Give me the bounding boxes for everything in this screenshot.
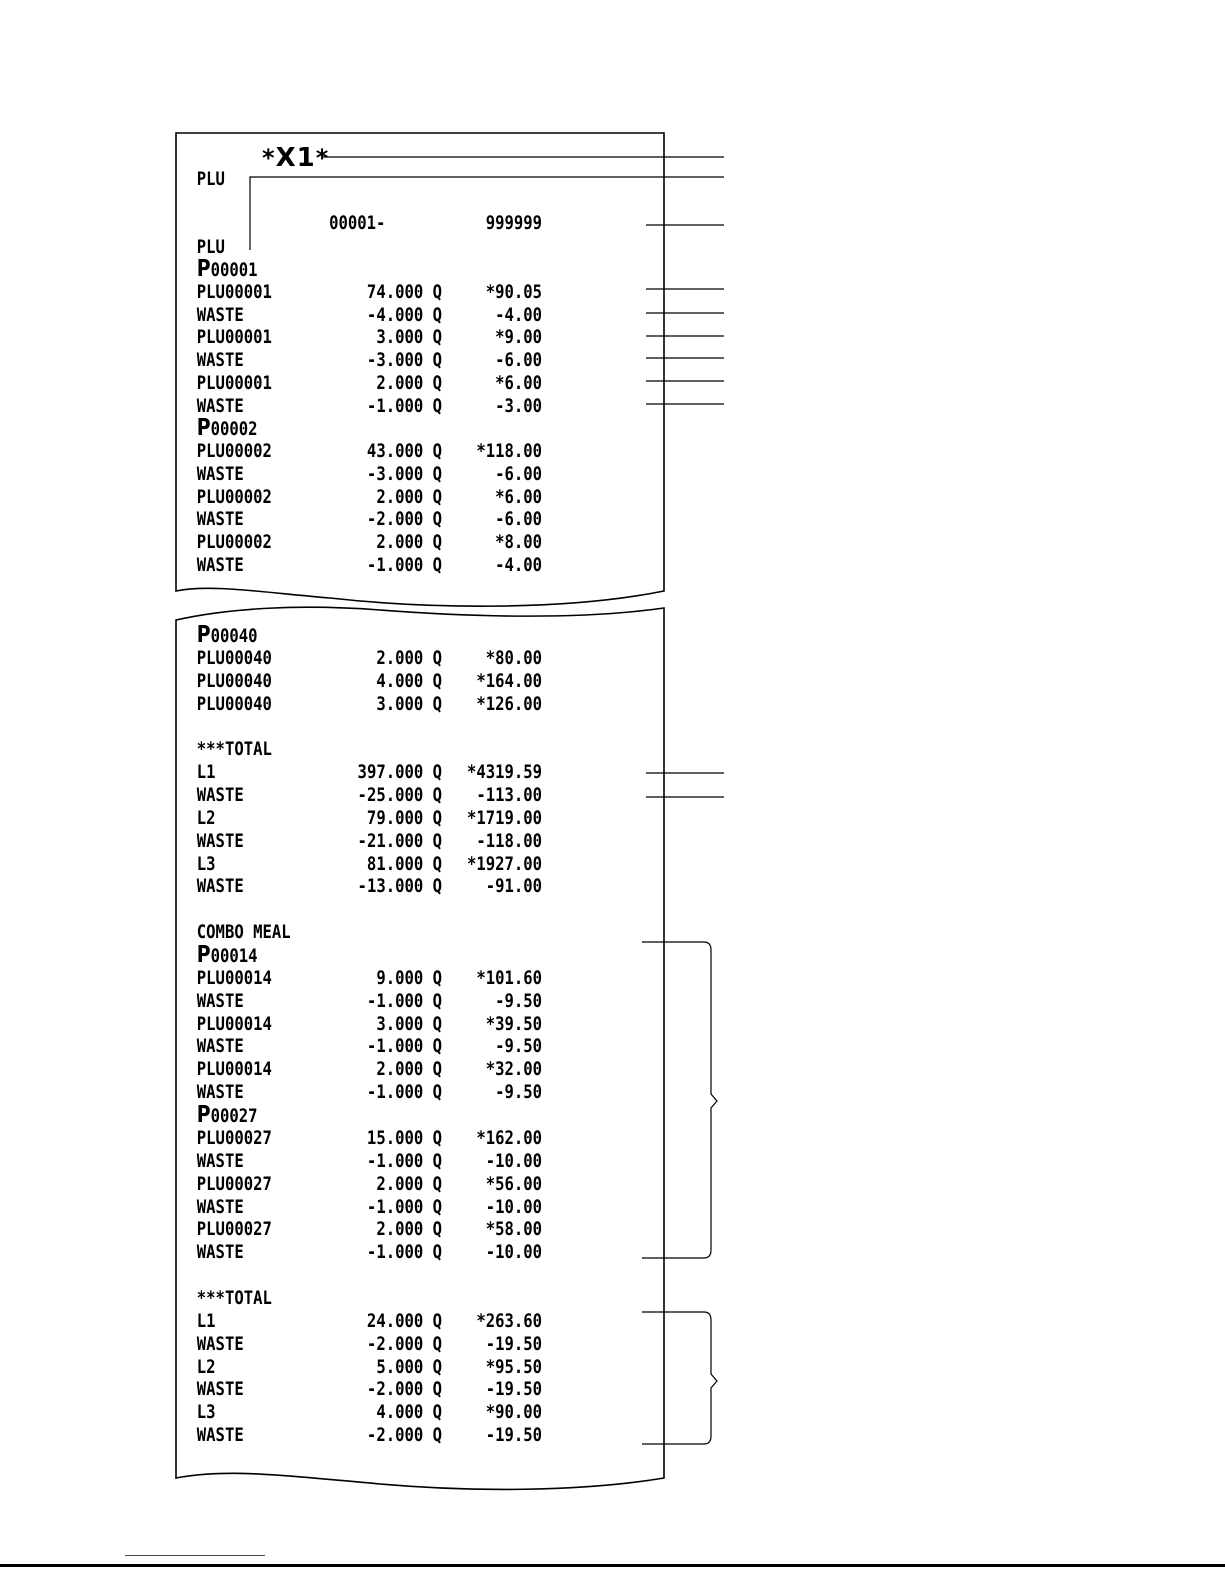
item-amount: *4319.59 — [466, 761, 543, 784]
item-quantity: 4.000 Q — [376, 1401, 442, 1424]
item-amount: *263.60 — [476, 1309, 543, 1332]
item-quantity: -1.000 Q — [366, 1241, 442, 1264]
item-amount: *6.00 — [495, 485, 543, 508]
item-row — [0, 304, 1005, 327]
item-row — [0, 1013, 1005, 1036]
item-label: PLU00002 — [196, 531, 272, 553]
range-to: 999999 — [485, 212, 543, 234]
item-row — [0, 486, 1005, 509]
item-row — [0, 440, 1005, 463]
item-label: WASTE — [196, 1195, 244, 1218]
item-row — [0, 1218, 1005, 1241]
item-quantity: -13.000 Q — [357, 875, 442, 898]
item-row — [0, 531, 1005, 554]
item-row — [0, 1356, 1005, 1379]
item-row — [0, 395, 1005, 418]
p-symbol: P — [196, 1102, 211, 1129]
item-row — [0, 1150, 1005, 1173]
item-amount: *32.00 — [485, 1058, 543, 1081]
item-label: PLU00040 — [196, 669, 272, 692]
item-row — [0, 1241, 1005, 1264]
item-label: PLU00040 — [196, 692, 272, 715]
item-label: WASTE — [196, 303, 244, 326]
item-quantity: 81.000 Q — [366, 852, 442, 875]
p-symbol: P — [196, 256, 211, 282]
item-quantity: 2.000 Q — [376, 371, 442, 394]
mode-suffix: * — [315, 144, 330, 172]
item-amount: -19.50 — [485, 1332, 543, 1355]
item-label: PLU00002 — [196, 440, 272, 462]
item-amount: *39.50 — [485, 1012, 543, 1035]
item-amount: -4.00 — [495, 553, 543, 576]
item-amount: -118.00 — [476, 829, 543, 852]
item-quantity: 2.000 Q — [376, 646, 442, 669]
item-label: WASTE — [196, 462, 244, 485]
item-row — [0, 784, 1005, 807]
item-row — [0, 1081, 1005, 1104]
item-amount: -19.50 — [485, 1424, 543, 1447]
plu-group-code: 00027 — [210, 1105, 258, 1128]
item-amount: -10.00 — [485, 1195, 543, 1218]
item-row — [0, 372, 1005, 395]
item-label: PLU00001 — [196, 326, 272, 349]
item-amount: -9.50 — [495, 989, 543, 1012]
item-amount: *95.50 — [485, 1355, 543, 1378]
item-row — [0, 990, 1005, 1013]
item-row — [0, 875, 1005, 898]
item-label: WASTE — [196, 1332, 244, 1355]
plu-group-label — [197, 417, 258, 441]
item-row — [0, 1058, 1005, 1081]
item-row — [0, 853, 1005, 876]
item-amount: *164.00 — [476, 669, 543, 692]
section-heading-label: COMBO MEAL — [196, 921, 291, 944]
item-quantity: 24.000 Q — [366, 1309, 442, 1332]
section-heading — [0, 921, 1005, 944]
item-amount: -6.00 — [495, 508, 543, 531]
item-amount: *1719.00 — [466, 806, 543, 829]
item-amount: *162.00 — [476, 1126, 543, 1149]
mode-main: X1 — [275, 143, 316, 173]
plu-group-code: 00002 — [210, 418, 258, 441]
item-amount: *90.00 — [485, 1401, 543, 1424]
item-quantity: -2.000 Q — [366, 1378, 442, 1401]
item-quantity: 9.000 Q — [376, 966, 442, 989]
blank-line — [0, 715, 1005, 738]
item-row — [0, 647, 1005, 670]
item-label: PLU00001 — [196, 371, 272, 394]
item-quantity: -1.000 Q — [366, 1035, 442, 1058]
item-row — [0, 463, 1005, 486]
item-row — [0, 508, 1005, 531]
item-amount: *6.00 — [495, 371, 543, 394]
item-quantity: 2.000 Q — [376, 531, 442, 553]
item-amount: -3.00 — [495, 394, 543, 417]
item-label: PLU00014 — [196, 1012, 272, 1035]
item-row — [0, 1035, 1005, 1058]
blank-line — [0, 898, 1005, 921]
item-label: WASTE — [196, 1241, 244, 1264]
item-quantity: -1.000 Q — [366, 1081, 442, 1104]
item-label: PLU00040 — [196, 646, 272, 669]
item-label: WASTE — [196, 394, 244, 417]
item-amount: -9.50 — [495, 1081, 543, 1104]
item-label: L1 — [196, 761, 216, 784]
item-quantity: 3.000 Q — [376, 692, 442, 715]
report-title: PLU — [196, 168, 225, 190]
item-quantity: 2.000 Q — [376, 1218, 442, 1241]
item-quantity: 74.000 Q — [366, 280, 442, 303]
item-quantity: -3.000 Q — [366, 462, 442, 485]
item-row — [0, 1127, 1005, 1150]
item-label: WASTE — [196, 1081, 244, 1104]
item-label: WASTE — [196, 784, 244, 807]
item-quantity: 3.000 Q — [376, 1012, 442, 1035]
p-symbol: P — [196, 942, 211, 969]
range-row — [0, 212, 1005, 235]
item-amount: *56.00 — [485, 1172, 543, 1195]
section-heading — [0, 738, 1005, 761]
plu-group-label — [197, 1104, 258, 1128]
p-symbol: P — [196, 622, 211, 648]
line-label-row — [0, 236, 1005, 259]
item-quantity: -4.000 Q — [366, 303, 442, 326]
item-quantity: -21.000 Q — [357, 829, 442, 852]
item-quantity: -25.000 Q — [357, 784, 442, 807]
item-label: L2 — [196, 1355, 216, 1378]
item-quantity: 2.000 Q — [376, 485, 442, 508]
item-amount: -19.50 — [485, 1378, 543, 1401]
item-quantity: 3.000 Q — [376, 326, 442, 349]
item-quantity: -1.000 Q — [366, 1149, 442, 1172]
item-quantity: -1.000 Q — [366, 989, 442, 1012]
item-amount: -10.00 — [485, 1241, 543, 1264]
plu-group-label — [197, 258, 258, 282]
plu-group-header — [0, 944, 1005, 967]
footer-rule — [0, 1564, 1225, 1567]
item-row — [0, 670, 1005, 693]
item-label: WASTE — [196, 829, 244, 852]
item-label: PLU00014 — [196, 1058, 272, 1081]
item-quantity: 2.000 Q — [376, 1058, 442, 1081]
line-label: PLU — [196, 236, 225, 258]
item-label: PLU00027 — [196, 1172, 272, 1195]
item-label: PLU00014 — [196, 966, 272, 989]
item-quantity: -1.000 Q — [366, 394, 442, 417]
item-label: WASTE — [196, 1424, 244, 1447]
item-label: WASTE — [196, 875, 244, 898]
item-quantity: 397.000 Q — [357, 761, 442, 784]
item-row — [0, 281, 1005, 304]
item-row — [0, 967, 1005, 990]
item-amount: -6.00 — [495, 349, 543, 371]
item-amount: *8.00 — [495, 531, 543, 553]
plu-group-code: 00001 — [210, 259, 258, 281]
item-amount: *118.00 — [476, 440, 543, 462]
item-amount: *90.05 — [485, 280, 543, 303]
item-amount: -9.50 — [495, 1035, 543, 1058]
item-quantity: -2.000 Q — [366, 508, 442, 531]
item-label: WASTE — [196, 1378, 244, 1401]
item-label: L3 — [196, 1401, 216, 1424]
item-amount: *101.60 — [476, 966, 543, 989]
item-amount: -10.00 — [485, 1149, 543, 1172]
item-quantity: 79.000 Q — [366, 806, 442, 829]
item-row — [0, 349, 1005, 372]
mode-prefix: * — [262, 144, 276, 172]
item-label: WASTE — [196, 508, 244, 531]
plu-group-code: 00014 — [210, 945, 258, 968]
section-heading-label: ***TOTAL — [196, 1286, 272, 1309]
item-row — [0, 1196, 1005, 1219]
item-amount: *80.00 — [485, 646, 543, 669]
section-heading-label: ***TOTAL — [196, 738, 272, 761]
item-row — [0, 693, 1005, 716]
item-label: WASTE — [196, 349, 244, 371]
blank-line — [0, 1264, 1005, 1287]
item-amount: *9.00 — [495, 326, 543, 349]
plu-group-header — [0, 624, 1005, 647]
plu-group-code: 00040 — [210, 625, 258, 647]
item-label: L3 — [196, 852, 216, 875]
item-label: PLU00002 — [196, 485, 272, 508]
item-quantity: 4.000 Q — [376, 669, 442, 692]
item-amount: -6.00 — [495, 462, 543, 485]
item-row — [0, 807, 1005, 830]
plu-group-label — [197, 624, 258, 648]
item-amount: *1927.00 — [466, 852, 543, 875]
item-label: WASTE — [196, 1035, 244, 1058]
item-quantity: 2.000 Q — [376, 1172, 442, 1195]
item-label: L1 — [196, 1309, 216, 1332]
item-row — [0, 1333, 1005, 1356]
item-row — [0, 1424, 1005, 1447]
plu-group-header — [0, 258, 1005, 281]
item-row — [0, 1401, 1005, 1424]
item-row — [0, 326, 1005, 349]
plu-group-header — [0, 417, 1005, 440]
item-label: WASTE — [196, 553, 244, 576]
footer-link-underline — [125, 1555, 265, 1556]
p-symbol: P — [196, 415, 211, 442]
item-quantity: -3.000 Q — [366, 349, 442, 371]
item-row — [0, 1310, 1005, 1333]
item-row — [0, 1173, 1005, 1196]
range-from: 00001- — [329, 212, 386, 234]
item-amount: *58.00 — [485, 1218, 543, 1241]
report-title-row — [0, 168, 1005, 191]
item-amount: -91.00 — [485, 875, 543, 898]
item-quantity: 43.000 Q — [366, 440, 442, 462]
item-label: L2 — [196, 806, 216, 829]
item-amount: -4.00 — [495, 303, 543, 326]
item-amount: -113.00 — [476, 784, 543, 807]
item-row — [0, 830, 1005, 853]
item-label: WASTE — [196, 1149, 244, 1172]
item-quantity: -2.000 Q — [366, 1424, 442, 1447]
item-quantity: 5.000 Q — [376, 1355, 442, 1378]
item-label: PLU00027 — [196, 1218, 272, 1241]
item-quantity: 15.000 Q — [366, 1126, 442, 1149]
item-row — [0, 1378, 1005, 1401]
item-label: PLU00001 — [196, 280, 272, 303]
item-amount: *126.00 — [476, 692, 543, 715]
item-label: WASTE — [196, 989, 244, 1012]
item-quantity: -1.000 Q — [366, 553, 442, 576]
plu-group-label — [197, 944, 258, 968]
section-heading — [0, 1287, 1005, 1310]
item-row — [0, 554, 1005, 577]
item-quantity: -2.000 Q — [366, 1332, 442, 1355]
plu-group-header — [0, 1104, 1005, 1127]
item-label: PLU00027 — [196, 1126, 272, 1149]
item-quantity: -1.000 Q — [366, 1195, 442, 1218]
item-row — [0, 761, 1005, 784]
